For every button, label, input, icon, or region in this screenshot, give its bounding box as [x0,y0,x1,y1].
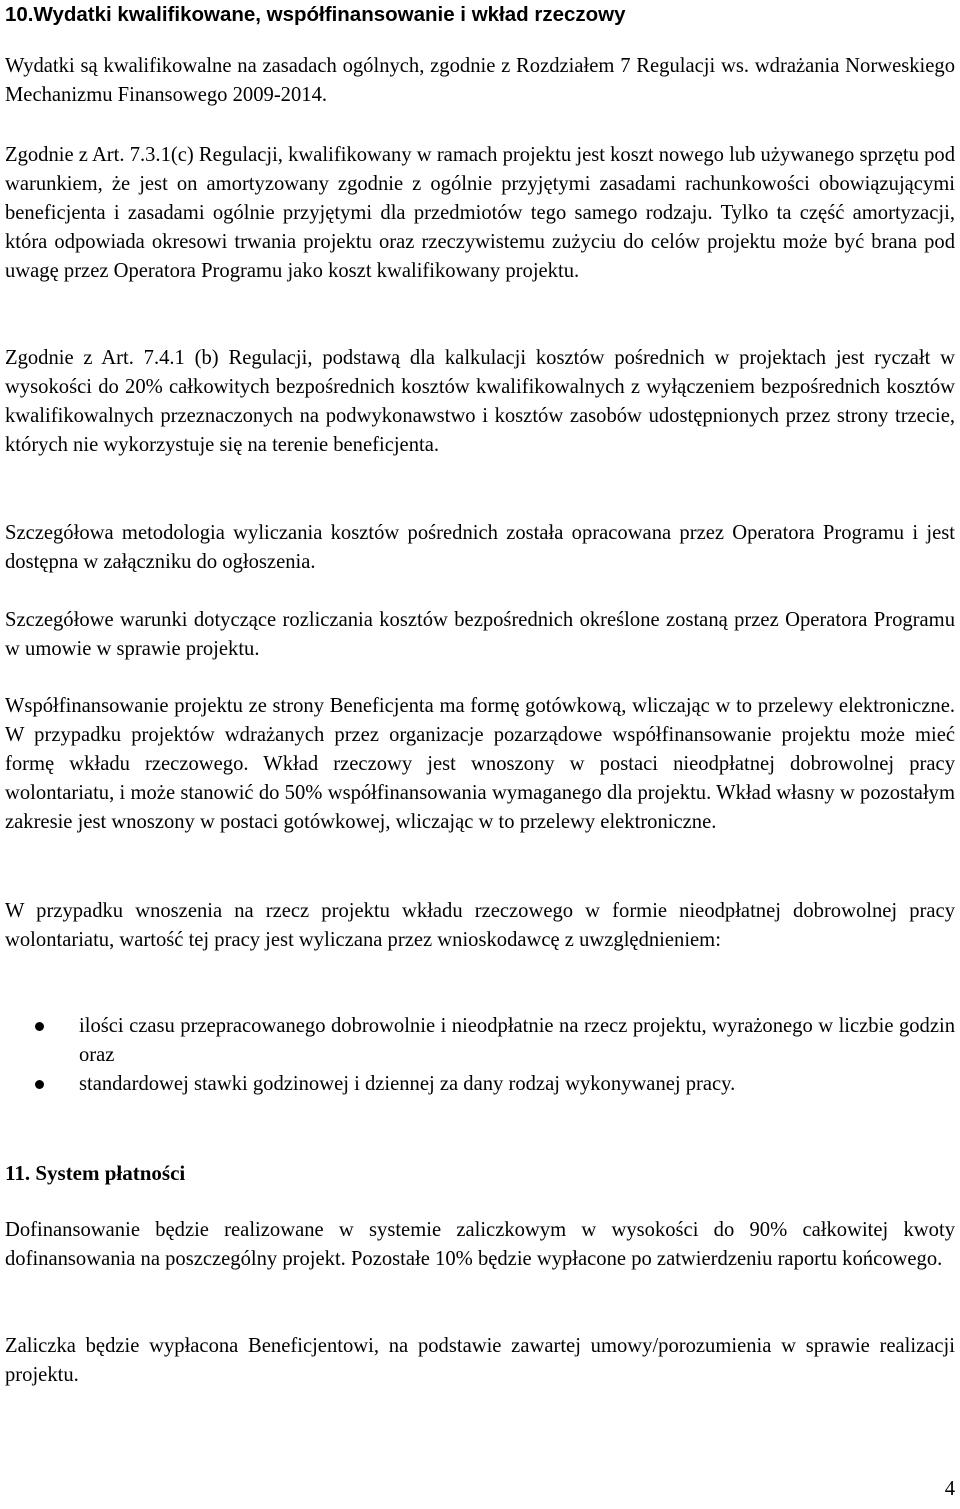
list-item-text: ilości czasu przepracowanego dobrowolnie i nieodpłatnie na rzecz projektu, wyrażonego w liczbie godzin oraz [79,1015,955,1066]
paragraph-indirect-costs: Zgodnie z Art. 7.4.1 (b) Regulacji, podstawą dla kalkulacji kosztów pośrednich w projektach jest ryczałt w wysokości do 20% całkowitych bezpośrednich kosztów kwalifikowalnych z wyłączeniem bezpośrednich kosztów kwalifikowalnych przeznaczonych na podwykonawstwo i kosztów zasobów udostępnionych przez strony trzecie, których nie wykorzystuje się na terenie beneficjenta. [5,347,955,456]
paragraph-eligibility-rules: Wydatki są kwalifikowalne na zasadach ogólnych, zgodnie z Rozdziałem 7 Regulacji ws. wdrażania Norweskiego Mechanizmu Finansowego 2009-2014. [5,55,955,106]
paragraph-advance-payment: Dofinansowanie będzie realizowane w systemie zaliczkowym w wysokości do 90% całkowitej kwoty dofinansowania na poszczególny projekt. Pozostałe 10% będzie wypłacone po zatwierdzeniu raportu końcowego. [5,1219,955,1270]
bullet-icon [35,1080,44,1089]
list-item [5,1070,955,1099]
list-item [5,1012,955,1070]
paragraph-direct-costs: Szczegółowe warunki dotyczące rozliczania kosztów bezpośrednich określone zostaną przez Operatora Programu w umowie w sprawie projektu. [5,609,955,660]
criteria-list [5,1012,955,1099]
paragraph-advance-agreement: Zaliczka będzie wypłacona Beneficjentowi, na podstawie zawartej umowy/porozumienia w sprawie realizacji projektu. [5,1335,955,1386]
paragraph-cofinancing: Współfinansowanie projektu ze strony Beneficjenta ma formę gotówkową, wliczając w to przelewy elektroniczne. W przypadku projektów wdrażanych przez organizacje pozarządowe współfinansowanie projektu może mieć formę wkładu rzeczowego. Wkład rzeczowy jest wnoszony w postaci nieodpłatnej dobrowolnej pracy wolontariatu, i może stanowić do 50% współfinansowania wymaganego dla projektu. Wkład własny w pozostałym zakresie jest wnoszony w postaci gotówkowej, wliczając w to przelewy elektroniczne. [5,695,955,833]
section-11-heading: 11. System płatności [5,1161,186,1185]
paragraph-indirect-methodology: Szczegółowa metodologia wyliczania kosztów pośrednich została opracowana przez Operatora Programu i jest dostępna w załączniku do ogłoszenia. [5,522,955,573]
list-item-text: standardowej stawki godzinowej i dziennej za dany rodzaj wykonywanej pracy. [79,1073,736,1095]
section-10-heading: 10.Wydatki kwalifikowane, współfinansowanie i wkład rzeczowy [5,3,626,26]
paragraph-depreciation: Zgodnie z Art. 7.3.1(c) Regulacji, kwalifikowany w ramach projektu jest koszt nowego lub używanego sprzętu pod warunkiem, że jest on amortyzowany zgodnie z ogólnie przyjętymi zasadami rachunkowości obowiązującymi beneficjenta i zasadami ogólnie przyjętymi dla przedmiotów tego samego rodzaju. Tylko ta część amortyzacji, która odpowiada okresowi trwania projektu oraz rzeczywistemu zużyciu do celów projektu może być brana pod uwagę przez Operatora Programu jako koszt kwalifikowany projektu. [5,144,955,282]
paragraph-volunteer-work: W przypadku wnoszenia na rzecz projektu wkładu rzeczowego w formie nieodpłatnej dobrowolnej pracy wolontariatu, wartość tej pracy jest wyliczana przez wnioskodawcę z uwzględnieniem: [5,900,955,951]
bullet-icon [35,1022,44,1031]
page-number: 4 [944,1478,955,1500]
